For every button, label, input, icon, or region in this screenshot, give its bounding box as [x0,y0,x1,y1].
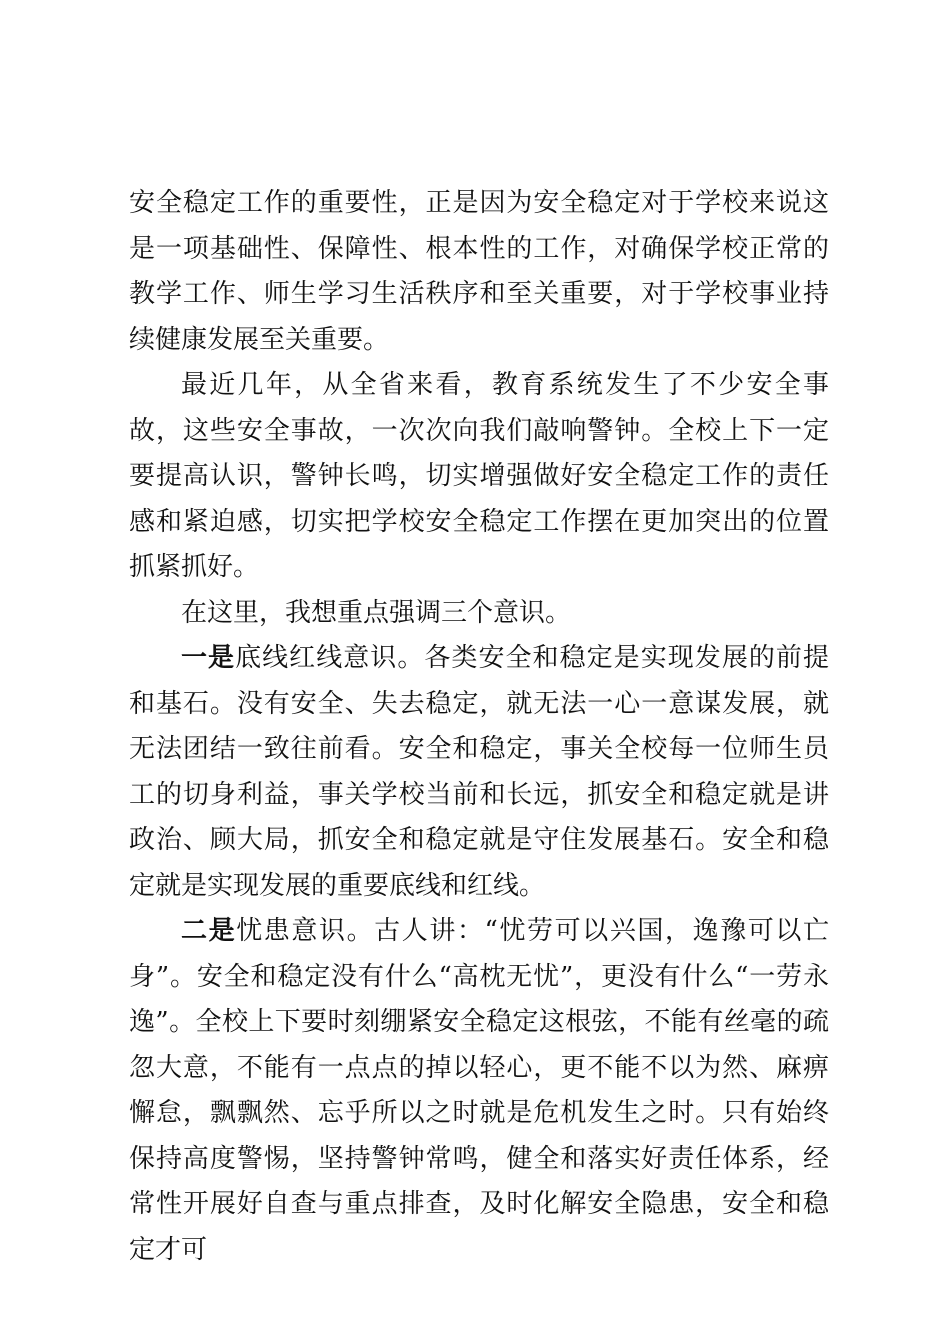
paragraph-5-text: 忧患意识。古人讲：“忧劳可以兴国，逸豫可以亡身”。安全和稳定没有什么“高枕无忧”，更没有什么“一劳永逸”。全校上下要时刻绷紧安全稳定这根弦，不能有丝毫的疏忽大意，不能有一点点的掉以轻心，更不能不以为然、麻痹懈怠，飘飘然、忘乎所以之时就是危机发生之时。只有始终保持高度警惕，坚持警钟常鸣，健全和落实好责任体系，经常性开展好自查与重点排查，及时化解安全隐患，安全和稳定才可 [129,916,829,1265]
paragraph-3 [129,591,829,637]
paragraph-1 [129,181,829,363]
paragraph-5 [129,909,829,1273]
paragraph-3-text: 在这里，我想重点强调三个意识。 [181,597,572,628]
document-body [129,181,829,1273]
paragraph-4-lead: 一是 [181,643,236,673]
paragraph-2-text: 最近几年，从全省来看，教育系统发生了不少安全事故，这些安全事故，一次次向我们敲响警钟。全校上下一定要提高认识，警钟长鸣，切实增强做好安全稳定工作的责任感和紧迫感，切实把学校安全稳定工作摆在更加突出的位置抓紧抓好。 [129,370,829,582]
paragraph-4 [129,636,829,909]
paragraph-2 [129,363,829,591]
paragraph-5-lead: 二是 [181,916,237,946]
paragraph-4-text: 底线红线意识。各类安全和稳定是实现发展的前提和基石。没有安全、失去稳定，就无法一心一意谋发展，就无法团结一致往前看。安全和稳定，事关全校每一位师生员工的切身利益，事关学校当前和长远，抓安全和稳定就是讲政治、顾大局，抓安全和稳定就是守住发展基石。安全和稳定就是实现发展的重要底线和红线。 [129,643,829,901]
paragraph-1-text: 安全稳定工作的重要性，正是因为安全稳定对于学校来说这是一项基础性、保障性、根本性的工作，对确保学校正常的教学工作、师生学习生活秩序和至关重要，对于学校事业持续健康发展至关重要。 [129,188,829,355]
